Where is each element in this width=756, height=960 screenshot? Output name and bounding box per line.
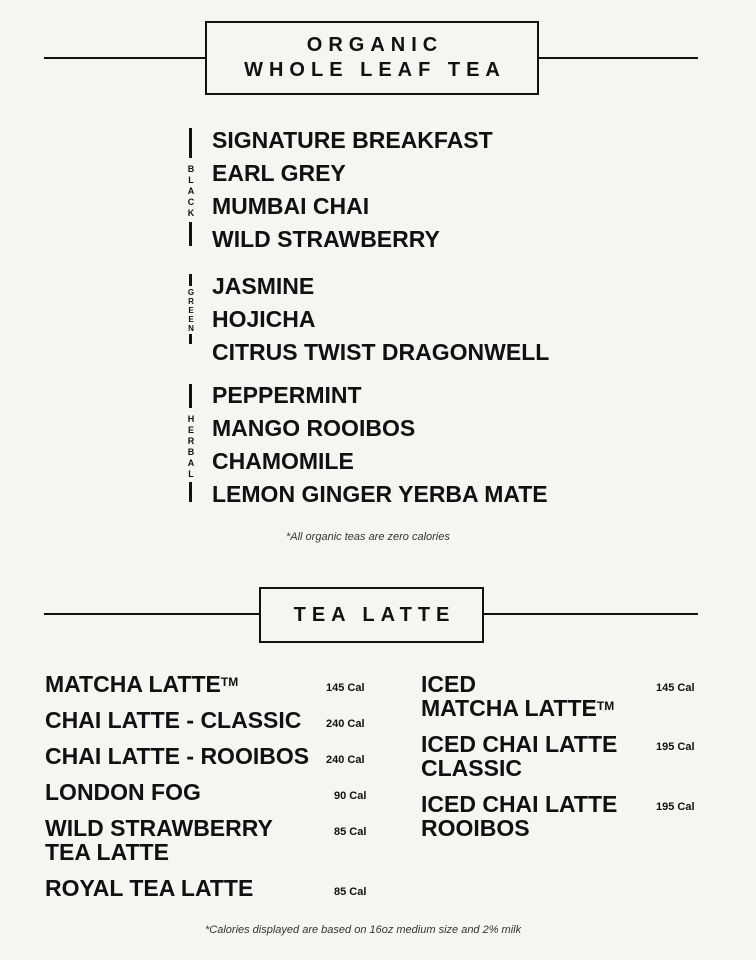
- latte-title-box: [259, 587, 484, 643]
- organic-note: *All organic teas are zero calories: [286, 531, 450, 543]
- category-bar-top: [189, 128, 192, 158]
- tea-item: MANGO ROOIBOS: [212, 415, 416, 441]
- latte-item: MATCHA LATTE™: [45, 671, 239, 697]
- latte-item: ICED CHAI LATTE ROOIBOS: [421, 791, 618, 841]
- latte-item: ROYAL TEA LATTE: [45, 875, 254, 901]
- tea-item: CITRUS TWIST DRAGONWELL: [212, 339, 550, 365]
- category-label-herbal: H E R B A L: [187, 414, 195, 479]
- tea-item: PEPPERMINT: [212, 382, 362, 408]
- latte-item: CHAI LATTE - CLASSIC: [45, 707, 302, 733]
- latte-item: ICED CHAI LATTE CLASSIC: [421, 731, 618, 781]
- tea-item: CHAMOMILE: [212, 448, 354, 474]
- latte-item: WILD STRAWBERRY TEA LATTE: [45, 815, 273, 865]
- calorie-label: 90 Cal: [334, 790, 367, 802]
- organic-header-rule-left: [44, 57, 206, 59]
- trademark-mark: TM: [220, 675, 239, 689]
- latte-header-rule-right: [482, 613, 698, 615]
- tea-item: LEMON GINGER YERBA MATE: [212, 481, 548, 507]
- latte-item: ICED MATCHA LATTE™: [421, 671, 615, 721]
- tea-item: SIGNATURE BREAKFAST: [212, 127, 493, 153]
- organic-title-line2: WHOLE LEAF TEA: [244, 59, 506, 81]
- organic-title-line1: ORGANIC: [306, 34, 444, 56]
- latte-header-rule-left: [44, 613, 260, 615]
- organic-header-rule-right: [537, 57, 698, 59]
- category-bar-top: [189, 274, 192, 286]
- category-black: [181, 128, 201, 246]
- organic-title-box: [205, 21, 539, 95]
- calorie-label: 195 Cal: [656, 741, 695, 753]
- calorie-label: 145 Cal: [326, 682, 365, 694]
- calorie-label: 195 Cal: [656, 801, 695, 813]
- category-label-black: B L A C K: [187, 164, 195, 218]
- category-bar-bottom: [189, 334, 192, 344]
- tea-item: JASMINE: [212, 273, 315, 299]
- category-herbal: [181, 384, 201, 502]
- category-bar-bottom: [189, 482, 192, 502]
- tea-item: EARL GREY: [212, 160, 346, 186]
- tea-item: WILD STRAWBERRY: [212, 226, 440, 252]
- category-bar-top: [189, 384, 192, 408]
- latte-item: LONDON FOG: [45, 779, 201, 805]
- calorie-label: 145 Cal: [656, 682, 695, 694]
- calorie-label: 240 Cal: [326, 718, 365, 730]
- latte-note: *Calories displayed are based on 16oz medium size and 2% milk: [205, 924, 522, 936]
- latte-title: TEA LATTE: [293, 603, 456, 626]
- trademark-mark: TM: [596, 699, 615, 713]
- calorie-label: 85 Cal: [334, 826, 367, 838]
- tea-item: HOJICHA: [212, 306, 316, 332]
- latte-item: CHAI LATTE - ROOIBOS: [45, 743, 310, 769]
- category-label-green: G R E E N: [187, 288, 195, 333]
- calorie-label: 240 Cal: [326, 754, 365, 766]
- category-bar-bottom: [189, 222, 192, 246]
- category-green: [181, 274, 201, 342]
- calorie-label: 85 Cal: [334, 886, 367, 898]
- tea-item: MUMBAI CHAI: [212, 193, 370, 219]
